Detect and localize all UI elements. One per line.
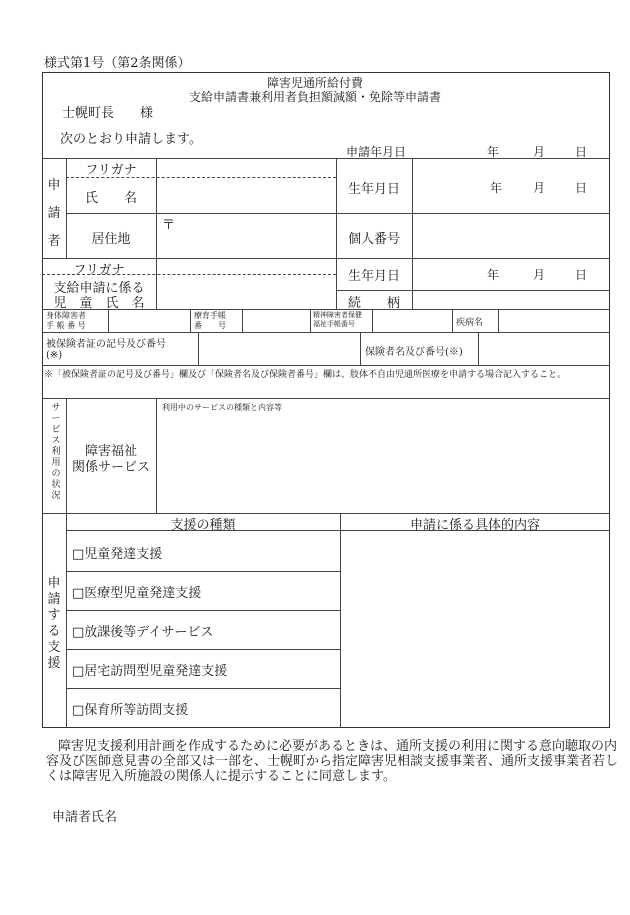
grid-line xyxy=(42,365,610,366)
grid-line xyxy=(340,513,341,728)
mental-handbook-label-line1: 精神障害者保健 xyxy=(313,311,362,319)
support-option-home-visit-child-development[interactable]: □居宅訪問型児童発達支援 xyxy=(72,664,228,679)
application-date-month: 月 xyxy=(533,145,546,159)
support-detail-header: 申請に係る具体的内容 xyxy=(409,518,540,533)
insured-cert-label-line2: (※) xyxy=(46,350,63,361)
insured-cert-label-line1: 被保険者証の記号及び番号 xyxy=(46,339,166,350)
grid-line xyxy=(66,688,340,689)
grid-line xyxy=(42,332,610,333)
form-title-line2: 支給申請書兼利用者負担額減額・免除等申請書 xyxy=(188,90,441,104)
applicant-furigana-label: フリガナ xyxy=(85,163,137,178)
child-birthdate-label: 生年月日 xyxy=(347,269,400,284)
grid-line xyxy=(198,332,199,365)
disease-name-label: 疾病名 xyxy=(456,318,484,328)
grid-line xyxy=(372,309,373,332)
support-type-header: 支援の種類 xyxy=(170,518,236,533)
grid-line xyxy=(478,332,479,365)
applicant-section-label: 申請者 xyxy=(47,178,61,249)
grid-line xyxy=(66,513,67,728)
application-date-year: 年 xyxy=(487,145,500,159)
applicant-name-label: 氏 名 xyxy=(84,191,137,206)
grid-line xyxy=(412,158,413,309)
service-content-label: 利用中のサービスの種類と内容等 xyxy=(162,403,282,412)
child-name-label-line1: 支給申請に係る xyxy=(53,281,145,296)
child-name-label-line2: 児 童 氏 名 xyxy=(53,296,145,311)
support-option-after-school-day-service[interactable]: □放課後等デイサービス xyxy=(72,625,214,640)
grid-line xyxy=(336,213,610,214)
grid-line xyxy=(452,309,453,332)
child-birthdate-year: 年 xyxy=(487,268,500,282)
child-furigana-label: フリガナ xyxy=(73,263,125,278)
application-date-day: 日 xyxy=(575,145,588,159)
grid-line xyxy=(66,571,340,572)
rehab-handbook-label-line2: 番 号 xyxy=(194,321,226,330)
grid-line xyxy=(310,309,311,332)
grid-line xyxy=(156,158,157,309)
child-birthdate-day: 日 xyxy=(575,268,588,282)
child-birthdate-month: 月 xyxy=(533,268,546,282)
disability-handbook-label-line1: 身体障害者 xyxy=(46,311,86,320)
child-relationship-label: 続 柄 xyxy=(347,296,400,311)
grid-line xyxy=(156,398,157,513)
applicant-birthdate-year: 年 xyxy=(490,181,503,195)
grid-line xyxy=(360,332,361,365)
applicant-birthdate-day: 日 xyxy=(575,181,588,195)
form-number: 様式第1号（第2条関係） xyxy=(44,56,191,71)
grid-line xyxy=(42,398,610,399)
applicant-birthdate-month: 月 xyxy=(533,181,546,195)
grid-line xyxy=(66,649,340,650)
form-title-line1: 障害児通所給付費 xyxy=(266,76,363,90)
grid-line xyxy=(498,309,499,332)
postal-mark: 〒 xyxy=(162,218,176,233)
signature-label: 申請者氏名 xyxy=(52,810,118,825)
grid-line xyxy=(242,309,243,332)
disability-handbook-label-line2: 手 帳 番 号 xyxy=(46,321,86,330)
grid-line xyxy=(190,309,191,332)
mental-handbook-label-line2: 福祉手帳番号 xyxy=(313,320,355,328)
grid-line xyxy=(108,309,109,332)
support-option-medical-child-development[interactable]: □医療型児童発達支援 xyxy=(72,586,202,601)
support-option-child-development[interactable]: □児童発達支援 xyxy=(72,547,163,562)
applicant-birthdate-label: 生年月日 xyxy=(347,182,400,197)
grid-line xyxy=(66,213,336,214)
insurer-label: 保険者名及び番号(※) xyxy=(365,347,463,358)
grid-line xyxy=(336,290,610,291)
service-category-line1: 障害福祉 xyxy=(84,444,137,459)
application-date-label: 申請年月日 xyxy=(346,145,407,159)
service-usage-vertical-label: サービス利用の状況 xyxy=(51,403,61,501)
consent-text: 障害児支援利用計画を作成するために必要があるときは、通所支援の利用に関する意向聴取の内容及び医師意見書の全部又は一部を、士幌町から指定障害児相談支援事業者、通所支援事業者若しくは障害児入所施設の関係人に提示することに同意します。 xyxy=(46,739,619,784)
service-category-line2: 関係サービス xyxy=(71,460,150,475)
applicant-id-number-label: 個人番号 xyxy=(347,232,400,247)
insurance-note: ※「被保険者証の記号及び番号」欄及び「保険者名及び保険者番号」欄は、肢体不自由児通所医療を申請する場合記入すること。 xyxy=(44,370,567,380)
rehab-handbook-label-line1: 療育手帳 xyxy=(194,311,226,320)
support-option-nursery-visit-support[interactable]: □保育所等訪問支援 xyxy=(72,703,189,718)
intro-text: 次のとおり申請します。 xyxy=(60,132,202,147)
grid-line xyxy=(66,610,340,611)
applicant-address-label: 居住地 xyxy=(91,232,131,247)
addressee: 士幌町長 様 xyxy=(62,106,154,121)
support-vertical-label: 申請する支援 xyxy=(47,576,61,671)
